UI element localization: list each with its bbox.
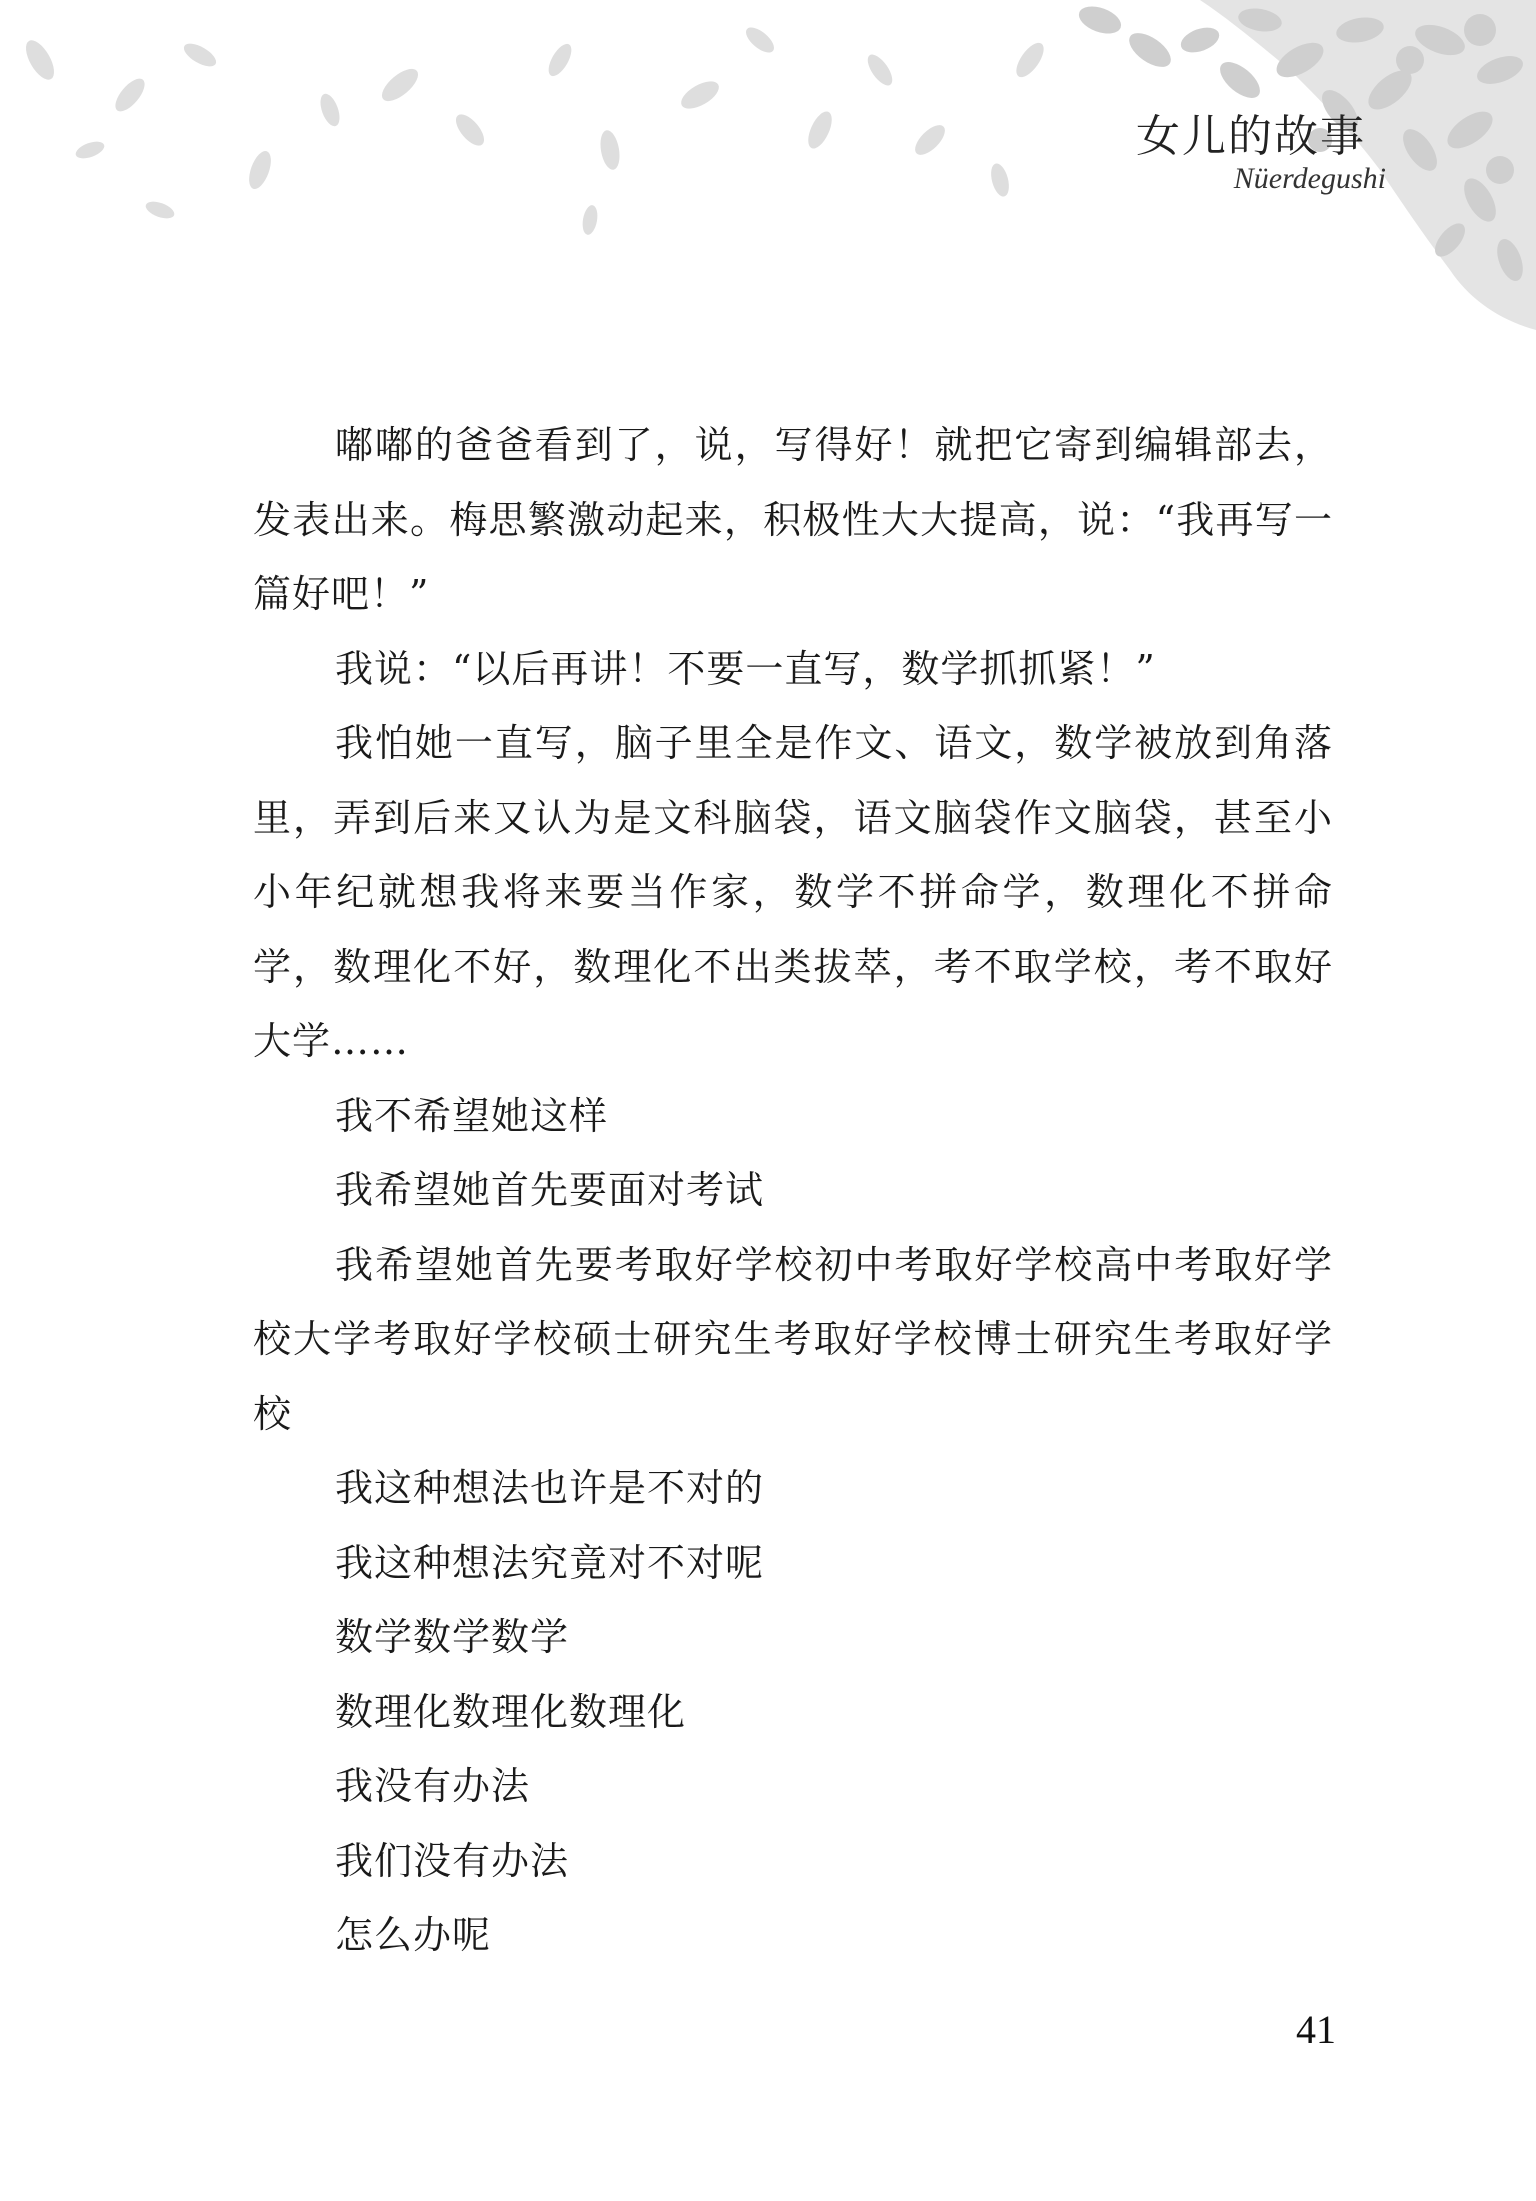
- paragraph: 我这种想法究竟对不对呢: [335, 1540, 765, 1585]
- body-text: [253, 408, 1333, 1973]
- paragraph: 我没有办法: [335, 1764, 531, 1808]
- paragraph: 数理化数理化数理化: [335, 1689, 687, 1734]
- paragraph: 我这种想法也许是不对的: [335, 1466, 765, 1510]
- page-number: 41: [1296, 2007, 1336, 2052]
- book-title: 女儿的故事: [1136, 111, 1366, 162]
- paragraph: 我希望她首先要面对考试: [335, 1168, 765, 1212]
- paragraph: 数学数学数学: [335, 1615, 570, 1659]
- paragraph: 我不希望她这样: [335, 1093, 609, 1138]
- paragraph: 我怕她一直写，脑子里全是作文、语文，数学被放到角落里，弄到后来又认为是文科脑袋，语文脑袋作文脑袋，甚至小小年纪就想我将来要当作家，数学不拼命学，数理化不拼命学，数理化不好，数理化不出类拔萃，考不取学校，考不取好大学……: [253, 721, 1333, 1063]
- book-title-pinyin: Nüerdegushi: [1233, 162, 1386, 195]
- running-head: [1136, 100, 1386, 196]
- paragraph: 我希望她首先要考取好学校初中考取好学校高中考取好学校大学考取好学校硕士研究生考取好学校博士研究生考取好学校: [253, 1242, 1333, 1436]
- paragraph: 我说：“以后再讲！不要一直写，数学抓抓紧！”: [335, 646, 1156, 691]
- paragraph: 怎么办呢: [335, 1913, 492, 1957]
- paragraph: 我们没有办法: [335, 1838, 570, 1883]
- paragraph: 嘟嘟的爸爸看到了，说，写得好！就把它寄到编辑部去，发表出来。梅思繁激动起来，积极性大大提高，说：“我再写一篇好吧！”: [253, 423, 1333, 616]
